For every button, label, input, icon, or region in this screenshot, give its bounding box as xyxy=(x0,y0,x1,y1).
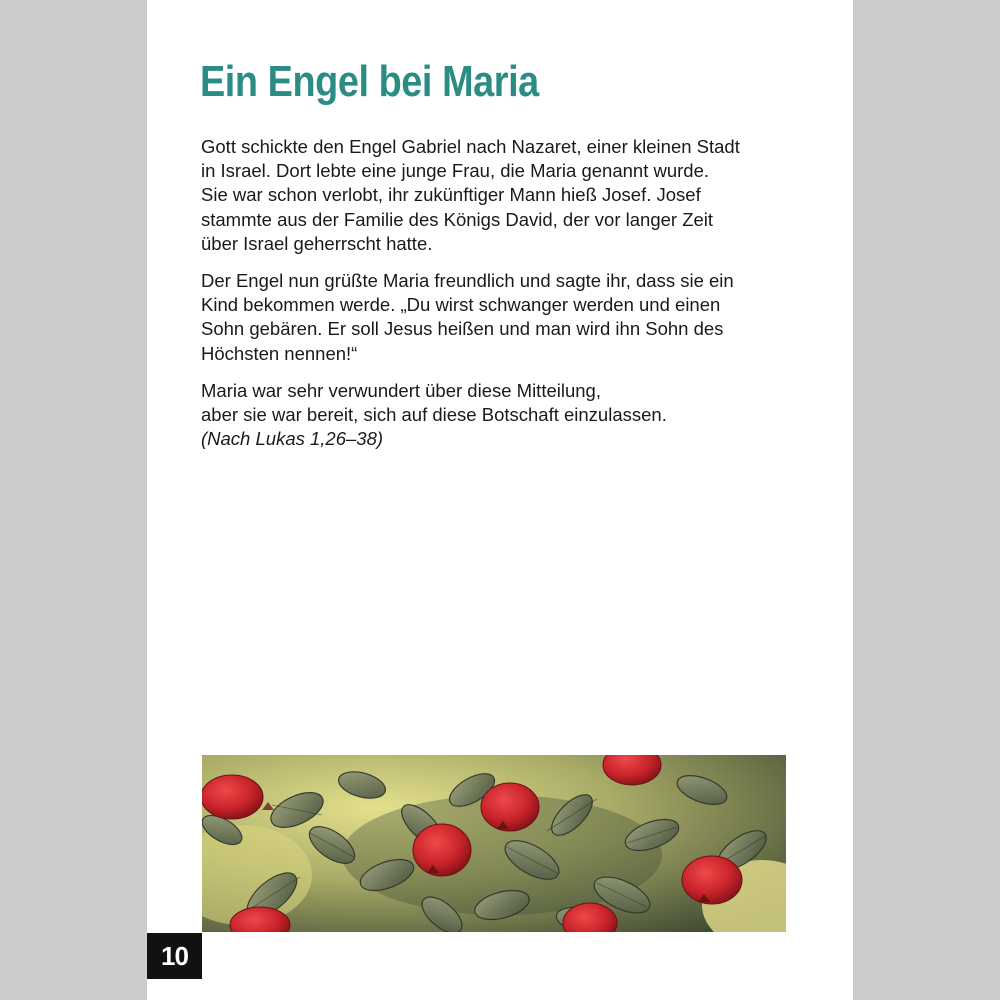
text-line: Kind bekommen werde. „Du wirst schwanger werden und einen xyxy=(201,294,721,316)
text-line: über Israel geherrscht hatte. xyxy=(201,232,433,254)
paragraph-1 xyxy=(201,135,801,256)
text-line: Der Engel nun grüßte Maria freundlich und sagte ihr, dass sie ein xyxy=(201,270,734,292)
text-line: aber sie war bereit, sich auf diese Botschaft einzulassen. xyxy=(201,404,667,426)
page-title: Ein Engel bei Maria xyxy=(200,57,539,106)
text-line: in Israel. Dort lebte eine junge Frau, die Maria genannt wurde. xyxy=(201,160,710,182)
page-number: 10 xyxy=(147,933,202,979)
text-line: Sie war schon verlobt, ihr zukünftiger Mann hieß Josef. Josef xyxy=(201,184,701,206)
text-line: Maria war sehr verwundert über diese Mitteilung, xyxy=(201,379,601,401)
text-line: Sohn gebären. Er soll Jesus heißen und man wird ihn Sohn des xyxy=(201,318,724,340)
story-text xyxy=(201,135,801,464)
pomegranate-illustration xyxy=(202,755,786,932)
text-line: Höchsten nennen!“ xyxy=(201,342,358,364)
text-line: Gott schickte den Engel Gabriel nach Nazaret, einer kleinen Stadt xyxy=(201,136,740,157)
paragraph-3 xyxy=(201,379,801,452)
text-line: stammte aus der Familie des Königs David, der vor langer Zeit xyxy=(201,208,714,230)
document-page xyxy=(147,0,853,1000)
paragraph-2 xyxy=(201,269,801,366)
bible-citation: (Nach Lukas 1,26–38) xyxy=(201,428,384,450)
